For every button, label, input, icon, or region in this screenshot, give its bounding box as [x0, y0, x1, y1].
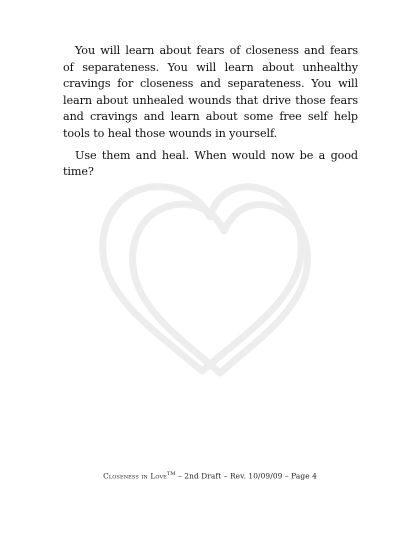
footer-revision-info: – 2nd Draft – Rev. 10/09/09 – Page 4 [175, 471, 317, 481]
footer-book-title: Closeness in Love [103, 471, 167, 481]
page-footer [0, 471, 420, 480]
heart-watermark-icon [84, 175, 337, 385]
paragraph-1: You will learn about fears of closeness and fears of separateness. You will learn about unhealthy cravings for closeness and separateness. You will learn about unhealed wounds that drive those fears and cravings and learn about some free self help tools to heal those wounds in yourself. [63, 44, 358, 140]
body-text [63, 43, 358, 186]
footer-trademark: TM [166, 471, 176, 477]
paragraph-2: Use them and heal. When would now be a good time? [63, 148, 358, 179]
